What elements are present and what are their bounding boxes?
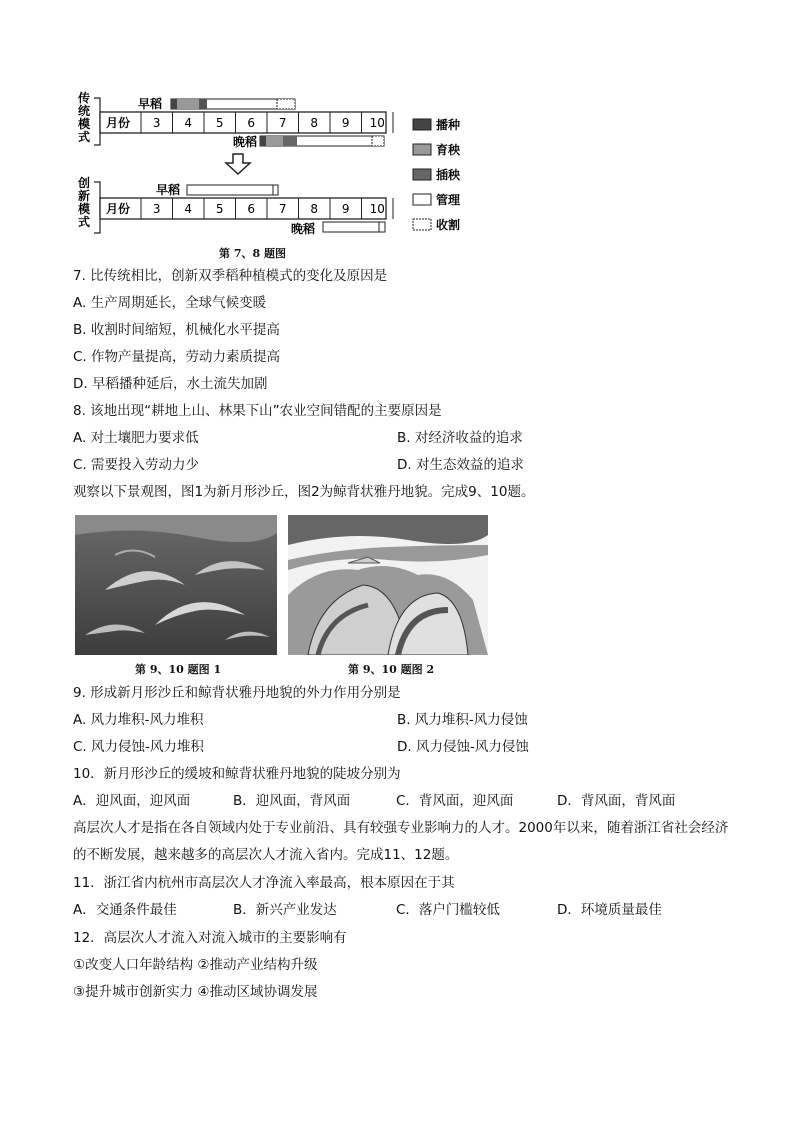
q9-option-d[interactable]: D. 风力侵蚀-风力侵蚀: [397, 739, 529, 755]
question-11-stem: 11．浙江省内杭州市高层次人才净流入率最高，根本原因在于其: [73, 875, 455, 891]
q10-option-b[interactable]: B．迎风面，背风面: [233, 793, 351, 809]
q9-option-c[interactable]: C. 风力侵蚀-风力堆积: [73, 739, 204, 755]
legend-swatch: [413, 119, 431, 130]
photo-caption-2: 第 9、10 题图 2: [348, 663, 435, 676]
legend-swatch: [413, 219, 431, 230]
month-cell: 5: [215, 202, 224, 216]
q10-option-a[interactable]: A．迎风面，迎风面: [73, 793, 191, 809]
question-8-stem: 8. 该地出现“耕地上山、林果下山”农业空间错配的主要原因是: [73, 403, 442, 419]
q10-option-d[interactable]: D．背风面，背风面: [557, 793, 676, 809]
legend: [413, 117, 461, 232]
month-cell: 7: [278, 116, 287, 130]
down-arrow-icon: [226, 154, 250, 174]
month-cell: 8: [310, 202, 319, 216]
early-rice-label-traditional: 早稻: [138, 97, 163, 111]
question-12-stem: 12．高层次人才流入对流入城市的主要影响有: [73, 930, 347, 946]
legend-label: 插秧: [436, 168, 461, 182]
q12-statements-3-4: ③提升城市创新实力 ④推动区域协调发展: [73, 984, 318, 1000]
intro-9-10: 观察以下景观图，图1为新月形沙丘，图2为鲸背状雅丹地貌。完成9、10题。: [73, 484, 535, 500]
legend-label: 播种: [436, 118, 461, 132]
month-cell: 10: [369, 116, 385, 130]
late-rice-bar-traditional: [260, 136, 384, 146]
legend-label: 收割: [436, 218, 461, 232]
q12-statements-1-2: ①改变人口年龄结构 ②推动产业结构升级: [73, 957, 318, 973]
traditional-mode-label: 传统模式: [77, 91, 91, 144]
month-cell: 4: [184, 202, 193, 216]
early-rice-bar-innovative: [187, 185, 278, 195]
q9-option-a[interactable]: A. 风力堆积-风力堆积: [73, 712, 204, 728]
q8-option-b[interactable]: B. 对经济收益的追求: [397, 430, 523, 446]
q9-option-b[interactable]: B. 风力堆积-风力侵蚀: [397, 712, 528, 728]
month-cell: 6: [247, 116, 256, 130]
early-rice-bar-traditional: [171, 99, 295, 109]
rice-planting-mode-diagram: [70, 90, 470, 242]
q11-option-c[interactable]: C．落户门槛较低: [396, 902, 500, 918]
legend-swatch: [413, 194, 431, 205]
q8-option-d[interactable]: D. 对生态效益的追求: [397, 457, 524, 473]
month-cell: 10: [369, 202, 385, 216]
question-7-stem: 7. 比传统相比，创新双季稻种植模式的变化及原因是: [73, 268, 388, 284]
late-rice-label-innovative: 晚稻: [291, 222, 316, 236]
yardang-photo: [288, 515, 488, 655]
q11-option-a[interactable]: A．交通条件最佳: [73, 902, 177, 918]
innovative-mode-label: 创新模式: [77, 176, 91, 229]
month-label-innovative: 月份: [106, 202, 131, 216]
crescent-dune-photo: [75, 515, 277, 655]
month-cell: 6: [247, 202, 256, 216]
month-cell: 3: [152, 202, 161, 216]
question-9-stem: 9. 形成新月形沙丘和鲸背状雅丹地貌的外力作用分别是: [73, 685, 401, 701]
legend-swatch: [413, 144, 431, 155]
month-cell: 7: [278, 202, 287, 216]
q11-option-b[interactable]: B．新兴产业发达: [233, 902, 337, 918]
intro-11-12: 高层次人才是指在各自领域内处于专业前沿、具有较强专业影响力的人才。2000年以来，随着浙江省社会经济的不断发展，越来越多的高层次人才流入省内。完成11、12题。: [73, 820, 729, 863]
q7-option-a[interactable]: A. 生产周期延长，全球气候变暖: [73, 295, 267, 311]
month-label-traditional: 月份: [106, 116, 131, 130]
q7-option-d[interactable]: D. 早稻播种延后，水土流失加剧: [73, 376, 268, 392]
legend-label: 管理: [436, 193, 461, 207]
q7-option-c[interactable]: C. 作物产量提高，劳动力素质提高: [73, 349, 281, 365]
q8-option-c[interactable]: C. 需要投入劳动力少: [73, 457, 200, 473]
q7-option-b[interactable]: B. 收割时间缩短，机械化水平提高: [73, 322, 280, 338]
month-cell: 3: [152, 116, 161, 130]
figure-caption-7-8: 第 7、8 题图: [219, 247, 286, 260]
q11-option-d[interactable]: D．环境质量最佳: [557, 902, 662, 918]
month-cell: 4: [184, 116, 193, 130]
photo-caption-1: 第 9、10 题图 1: [135, 663, 222, 676]
month-cell: 9: [341, 202, 350, 216]
month-cell: 5: [215, 116, 224, 130]
question-10-stem: 10．新月形沙丘的缓坡和鲸背状雅丹地貌的陡坡分别为: [73, 766, 401, 782]
early-rice-label-innovative: 早稻: [156, 183, 181, 197]
late-rice-label-traditional: 晚稻: [233, 135, 258, 149]
q10-option-c[interactable]: C．背风面，迎风面: [396, 793, 514, 809]
q8-option-a[interactable]: A. 对土壤肥力要求低: [73, 430, 199, 446]
month-row-traditional: [100, 112, 393, 133]
month-row-innovative: [100, 198, 393, 219]
legend-label: 育秧: [436, 143, 461, 157]
late-rice-bar-innovative: [323, 222, 385, 232]
month-cell: 8: [310, 116, 319, 130]
legend-swatch: [413, 169, 431, 180]
month-cell: 9: [341, 116, 350, 130]
